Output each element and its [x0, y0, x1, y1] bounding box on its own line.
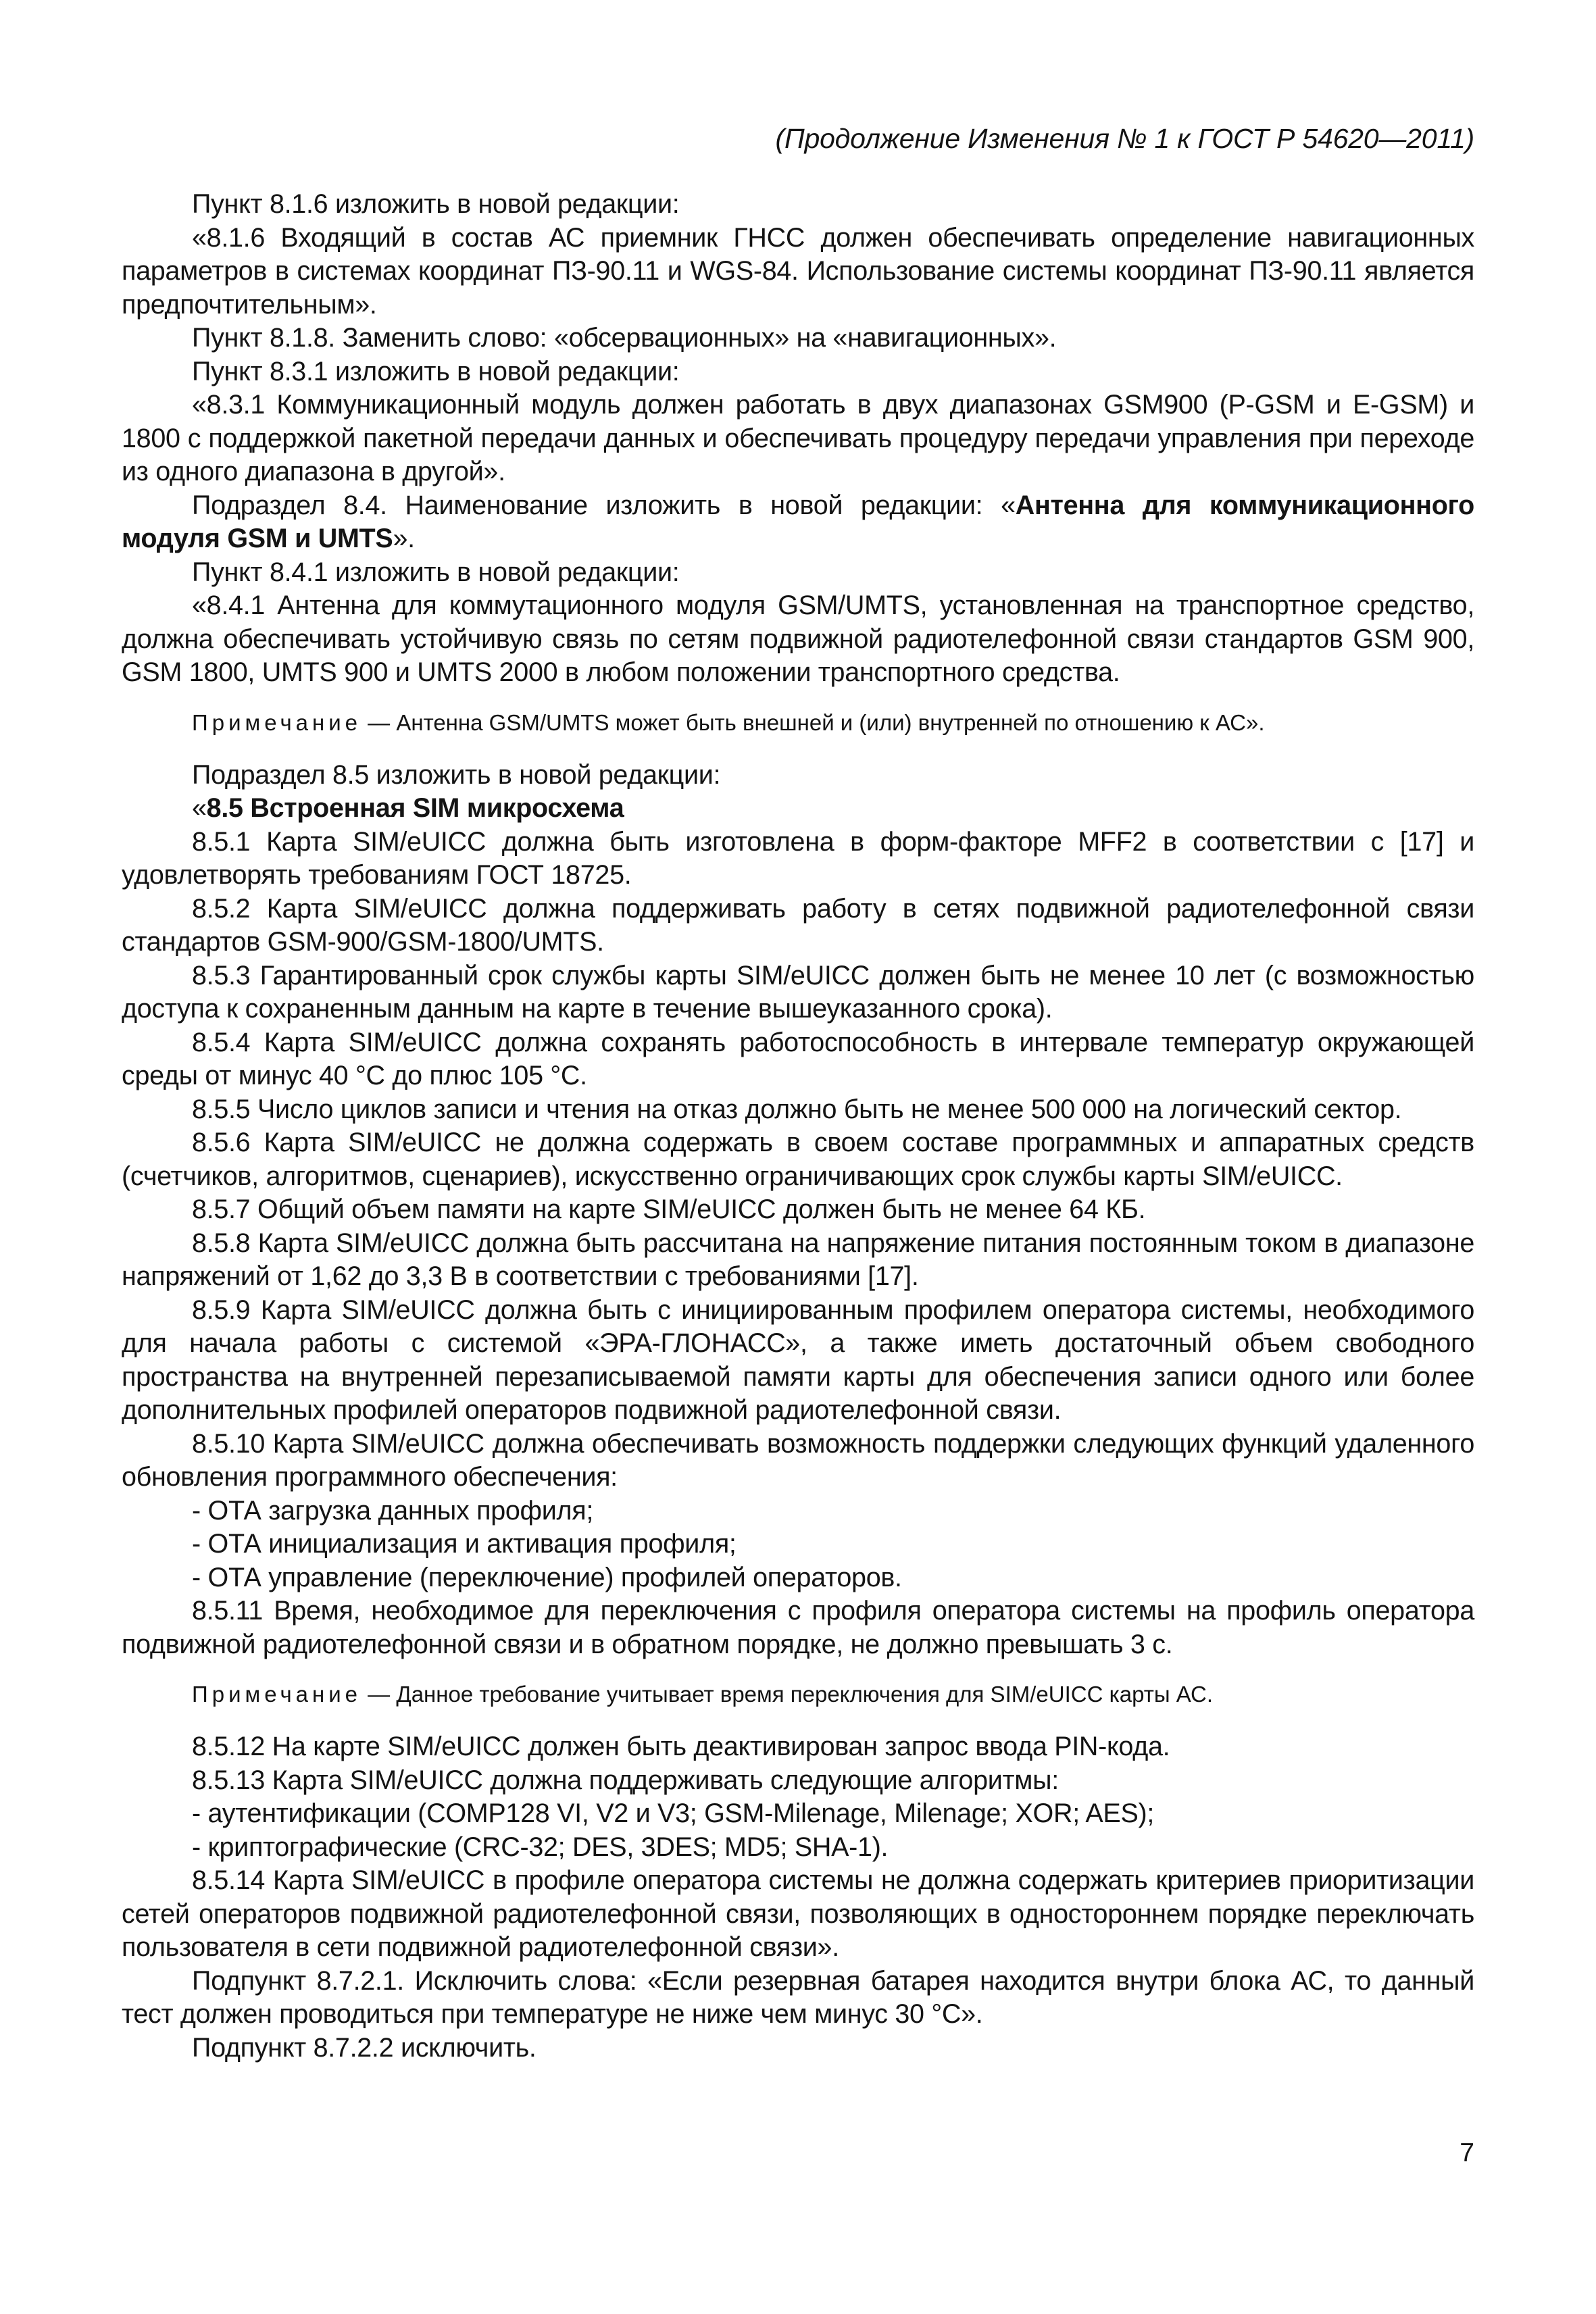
- paragraph: «8.4.1 Антенна для коммутационного модуля GSM/UMTS, установленная на транспортное средство, должна обеспечивать устойчивую связь по сетям подвижной радиотелефонной связи стандартов GSM 900, GSM 1800, UMTS 900 и UMTS 2000 в любом положении транспортного средства.: [122, 590, 1474, 687]
- paragraph: 8.5.9 Карта SIM/eUICC должна быть с инициированным профилем оператора системы, необходимого для начала работы с системой «ЭРА-ГЛОНАСС», а также иметь достаточный объем свободного пространства на внутренней перезаписываемой памяти карты для обеспечения записи одного или более дополнительных профилей операторов подвижной радиотелефонной связи.: [122, 1294, 1474, 1425]
- list-item: - ОТА загрузка данных профиля;: [192, 1495, 594, 1526]
- paragraph: 8.5.1 Карта SIM/eUICC должна быть изготовлена в форм-факторе MFF2 в соответствии с [17] и удовлетворять требованиям ГОСТ 18725.: [122, 826, 1474, 890]
- note-text: — Антенна GSM/UMTS может быть внешней и (или) внутренней по отношению к АС».: [361, 709, 1265, 735]
- text-run: Подраздел 8.4. Наименование изложить в новой редакции: «: [192, 490, 1016, 520]
- paragraph: 8.5.11 Время, необходимое для переключения с профиля оператора системы на профиль оператора подвижной радиотелефонной связи и в обратном порядке, не должно превышать 3 с.: [122, 1596, 1474, 1659]
- paragraph: 8.5.8 Карта SIM/eUICC должна быть рассчитана на напряжение питания постоянным током в диапазоне напряжений от 1,62 до 3,3 В в соответствии с требованиями [17].: [122, 1228, 1474, 1291]
- paragraph: 8.5.6 Карта SIM/eUICC не должна содержать в своем составе программных и аппаратных средств (счетчиков, алгоритмов, сценариев), искусственно ограничивающих срок службы карты SIM/eUICC.: [122, 1128, 1474, 1191]
- paragraph: 8.5.7 Общий объем памяти на карте SIM/eUICC должен быть не менее 64 КБ.: [192, 1194, 1146, 1224]
- paragraph: 8.5.10 Карта SIM/eUICC должна обеспечивать возможность поддержки следующих функций удаленного обновления программного обеспечения:: [122, 1428, 1474, 1492]
- paragraph: 8.5.3 Гарантированный срок службы карты SIM/eUICC должен быть не менее 10 лет (с возможностью доступа к сохраненным данным на карте в течение вышеуказанного срока).: [122, 960, 1474, 1024]
- note: [122, 1679, 1474, 1710]
- paragraph: Подраздел 8.5 изложить в новой редакции:: [192, 759, 721, 790]
- paragraph: 8.5.4 Карта SIM/eUICC должна сохранять работоспособность в интервале температур окружающей среды от минус 40 °С до плюс 105 °С.: [122, 1027, 1474, 1090]
- paragraph: Пункт 8.1.6 изложить в новой редакции:: [192, 189, 680, 219]
- paragraph: 8.5.12 На карте SIM/eUICC должен быть деактивирован запрос ввода PIN-кода.: [192, 1732, 1170, 1761]
- note-text: — Данное требование учитывает время переключения для SIM/eUICC карты АС.: [361, 1682, 1214, 1707]
- note-label: Примечание: [192, 709, 362, 735]
- document-body: [122, 188, 1474, 2065]
- paragraph: «8.1.6 Входящий в состав АС приемник ГНСС должен обеспечивать определение навигационных параметров в системах координат ПЗ-90.11 и WGS-84. Использование системы координат ПЗ-90.11 является предпочтительным».: [122, 222, 1474, 320]
- text-run: ».: [393, 524, 415, 553]
- paragraph: «8.3.1 Коммуникационный модуль должен работать в двух диапазонах GSM900 (P-GSM и E-GSM) и 1800 с поддержкой пакетной передачи данных и обеспечивать процедуру передачи управления при переходе из одного диапазона в другой».: [122, 390, 1474, 486]
- text-run: «: [192, 793, 207, 823]
- paragraph: 8.5.5 Число циклов записи и чтения на отказ должно быть не менее 500 000 на логический сектор.: [192, 1094, 1402, 1124]
- section-title-bold: Антенна для коммуникационного модуля GSM и UMTS: [122, 490, 1475, 553]
- paragraph: 8.5.13 Карта SIM/eUICC должна поддерживать следующие алгоритмы:: [192, 1765, 1059, 1795]
- paragraph: [122, 489, 1474, 556]
- paragraph: Подпункт 8.7.2.2 исключить.: [192, 2032, 537, 2063]
- page-number: 7: [1460, 2138, 1474, 2167]
- paragraph: Подпункт 8.7.2.1. Исключить слова: «Если резервная батарея находится внутри блока АС, то данный тест должен проводиться при температуре не ниже чем минус 30 °С».: [122, 1965, 1474, 2029]
- list-item: - аутентификации (COMP128 VI, V2 и V3; GSM-Milenage, Milenage; XOR; AES);: [192, 1799, 1155, 1828]
- list-item: - ОТА инициализация и активация профиля;: [192, 1529, 737, 1559]
- paragraph: Пункт 8.4.1 изложить в новой редакции:: [192, 557, 680, 587]
- paragraph: Пункт 8.3.1 изложить в новой редакции:: [192, 356, 680, 386]
- paragraph: 8.5.14 Карта SIM/eUICC в профиле оператора системы не должна содержать критериев приоритизации сетей операторов подвижной радиотелефонной связи, позволяющих в одностороннем порядке переключать пользователя в сети подвижной радиотелефонной связи».: [122, 1865, 1474, 1962]
- running-header: (Продолжение Изменения № 1 к ГОСТ Р 54620—2011): [775, 123, 1474, 154]
- list-item: - криптографические (CRC-32; DES, 3DES; MD5; SHA-1).: [192, 1832, 889, 1862]
- note: [122, 707, 1474, 738]
- subsection-heading: [122, 792, 1474, 826]
- list-item: - ОТА управление (переключение) профилей операторов.: [192, 1562, 902, 1592]
- note-label: Примечание: [192, 1682, 362, 1707]
- subsection-title-bold: 8.5 Встроенная SIM микросхема: [206, 793, 624, 823]
- paragraph: Пункт 8.1.8. Заменить слово: «обсервационных» на «навигационных».: [192, 323, 1057, 353]
- paragraph: 8.5.2 Карта SIM/eUICC должна поддерживать работу в сетях подвижной радиотелефонной связи стандартов GSM-900/GSM-1800/UMTS.: [122, 893, 1474, 957]
